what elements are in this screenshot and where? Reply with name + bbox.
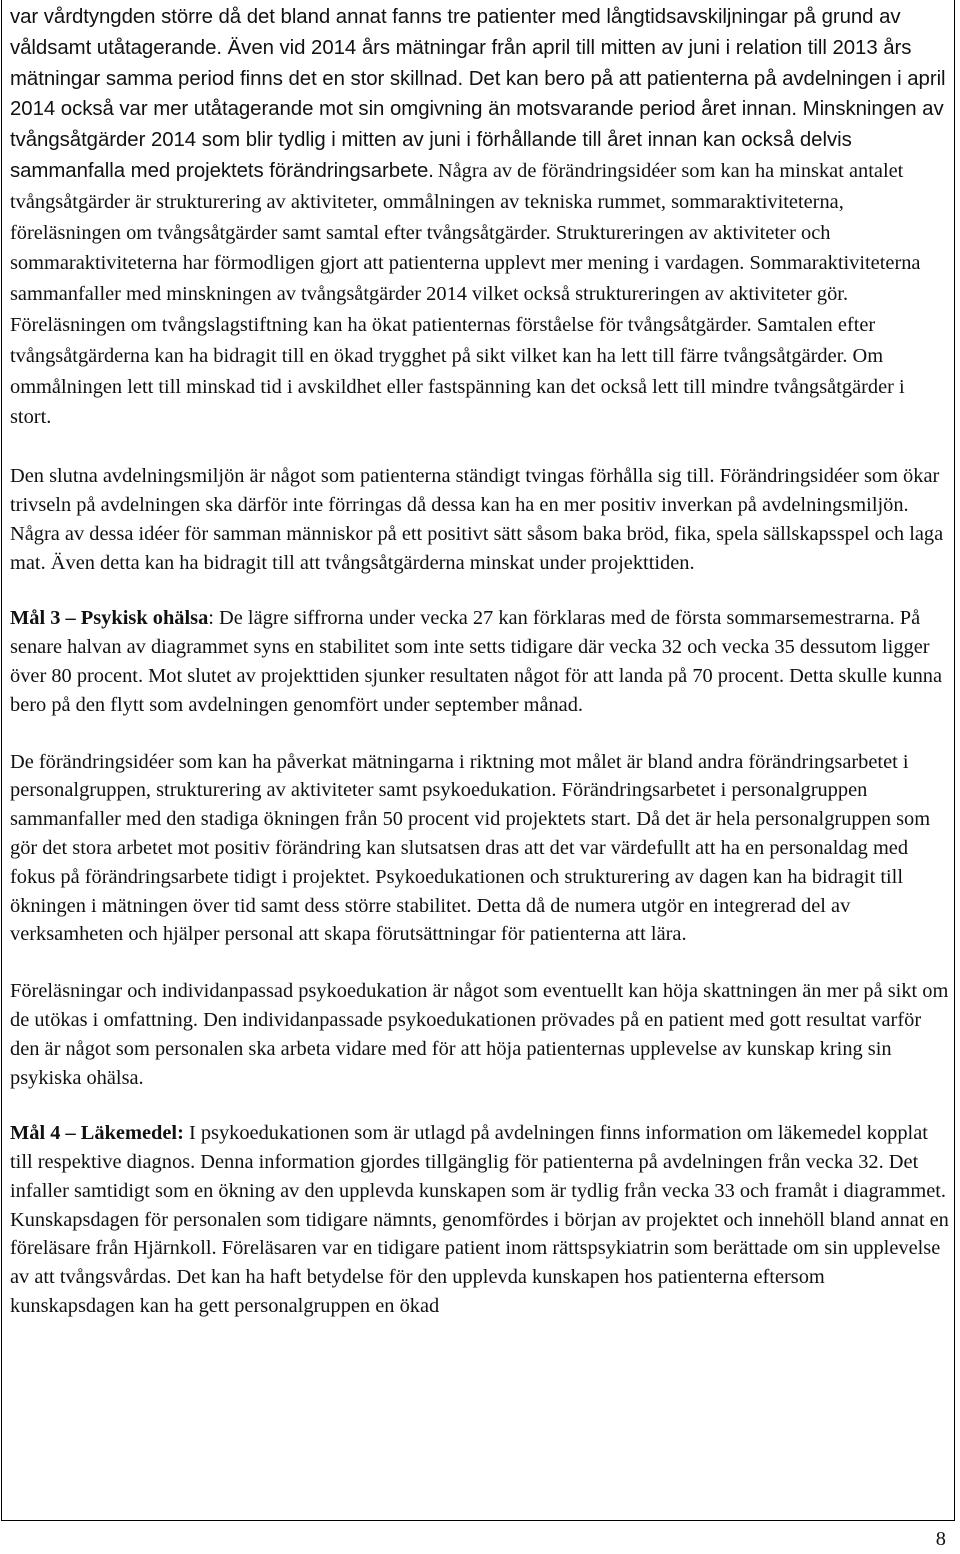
page-number: 8: [935, 1528, 946, 1550]
paragraph-sans-segment: var vårdtyngden större då det bland annat fanns tre patienter med långtidsavskiljningar på grund av våldsamt utåtagerande. Även vid 2014 års mätningar från april till mitten av juni i relation till 2013 års mätningar samma period finns det en stor skillnad. Det kan bero på att patienterna på avdelningen i april 2014 också var mer utåtagerande mot sin omgivning än motsvarande period året innan. Minskningen av tvångsåtgärder 2014 som blir tydlig i mitten av juni i förhållande till året innan kan också delvis sammanfalla med projektets förändringsarbete.: [10, 6, 946, 182]
goal-4-text: I psykoedukationen som är utlagd på avdelningen finns information om läkemedel kopplat till respektive diagnos. Denna information gjordes tillgänglig för patienterna på avdelningen från vecka 32. Det infaller samtidigt som en ökning av den upplevda kunskapen som är tydlig från vecka 33 och framåt i diagrammet. Kunskapsdagen för personalen som tidigare nämnts, genomfördes i början av projektet och innehöll bland annat en föreläsare från Hjärnkoll. Föreläsaren var en tidigare patient inom rättspsykiatrin som berättade om sin upplevelse av att tvångsvårdas. Det kan ha haft betydelse för den upplevda kunskapen hos patienterna eftersom kunskapsdagen kan ha gett personalgruppen en ökad: [10, 1122, 949, 1318]
paragraph-pressure-and-measures: [10, 3, 949, 434]
paragraph-psychoeducation: Föreläsningar och individanpassad psykoedukation är något som eventuellt kan höja skattningen än mer på sikt om de utökas i omfattning. Den individanpassade psykoedukationen prövades på en patient med gott resultat varför den är något som personalen ska arbeta vidare med för att höja patienternas upplevelse av kunskap kring sin psykiska ohälsa.: [10, 980, 949, 1089]
goal-3-text: : De lägre siffrorna under vecka 27 kan förklaras med de första sommarsemestrarna. På senare halvan av diagrammet syns en stabilitet som inte setts tidigare där vecka 32 och vecka 35 dessutom ligger över 80 procent. Mot slutet av projekttiden sjunker resultaten något för att landa på 70 procent. Detta skulle kunna bero på den flytt som avdelningen genomfört under september månad.: [10, 607, 943, 716]
paragraph-goal-3: [10, 604, 949, 719]
paragraph-change-ideas: De förändringsidéer som kan ha påverkat mätningarna i riktning mot målet är bland andra förändringsarbetet i personalgruppen, strukturering av aktiviteter samt psykoedukation. Förändringsarbetet i personalgruppen sammanfaller med den stadiga ökningen från 50 procent vid projektets start. Då det är hela personalgruppen som gör det stora arbetet mot positiv förändring kan slutsatsen dras att det var värdefullt att ha en personaldag med fokus på förändringsarbete tidigt i projektet. Psykoedukationen och strukturering av dagen kan ha bidragit till ökningen i mätningen över tid samt dess större stabilitet. Detta då de numera utgör en integrerad del av verksamheten och hjälper personal att skapa förutsättningar för patienterna att lära.: [10, 750, 931, 946]
paragraph-ward-environment: Den slutna avdelningsmiljön är något som patienterna ständigt tvingas förhålla sig till. Förändringsidéer som ökar trivseln på avdelningen ska därför inte förringas då dessa kan ha en mer positiv inverkan på avdelningsmiljön. Några av dessa idéer för samman människor på ett positivt sätt såsom baka bröd, fika, spela sällskapsspel och laga mat. Även detta kan ha bidragit till att tvångsåtgärderna minskat under projekttiden.: [10, 465, 944, 574]
paragraph-goal-4: [10, 1119, 949, 1321]
goal-4-heading: Mål 4 – Läkemedel:: [10, 1122, 184, 1145]
page-content-frame: [1, 0, 955, 1521]
goal-3-heading: Mål 3 – Psykisk ohälsa: [10, 607, 209, 630]
paragraph-serif-segment: Några av de förändringsidéer som kan ha minskat antalet tvångsåtgärder är strukturering av aktiviteter, ommålningen av tekniska rummet, sommaraktiviteterna, föreläsningen om tvångsåtgärder samt samtal efter tvångsåtgärder. Struktureringen av aktiviteter och sommaraktiviteterna har förmodligen gjort att patienterna upplevt mer mening i vardagen. Sommaraktiviteterna sammanfaller med minskningen av tvångsåtgärder 2014 vilket också struktureringen av aktiviteter gör. Föreläsningen om tvångslagstiftning kan ha ökat patienternas förståelse för tvångsåtgärder. Samtalen efter tvångsåtgärderna kan ha bidragit till en ökad trygghet på sikt vilket kan ha lett till färre tvångsåtgärder. Om ommålningen lett till minskad tid i avskildhet eller fastspänning kan det också lett till mindre tvångsåtgärder i stort.: [10, 159, 921, 429]
